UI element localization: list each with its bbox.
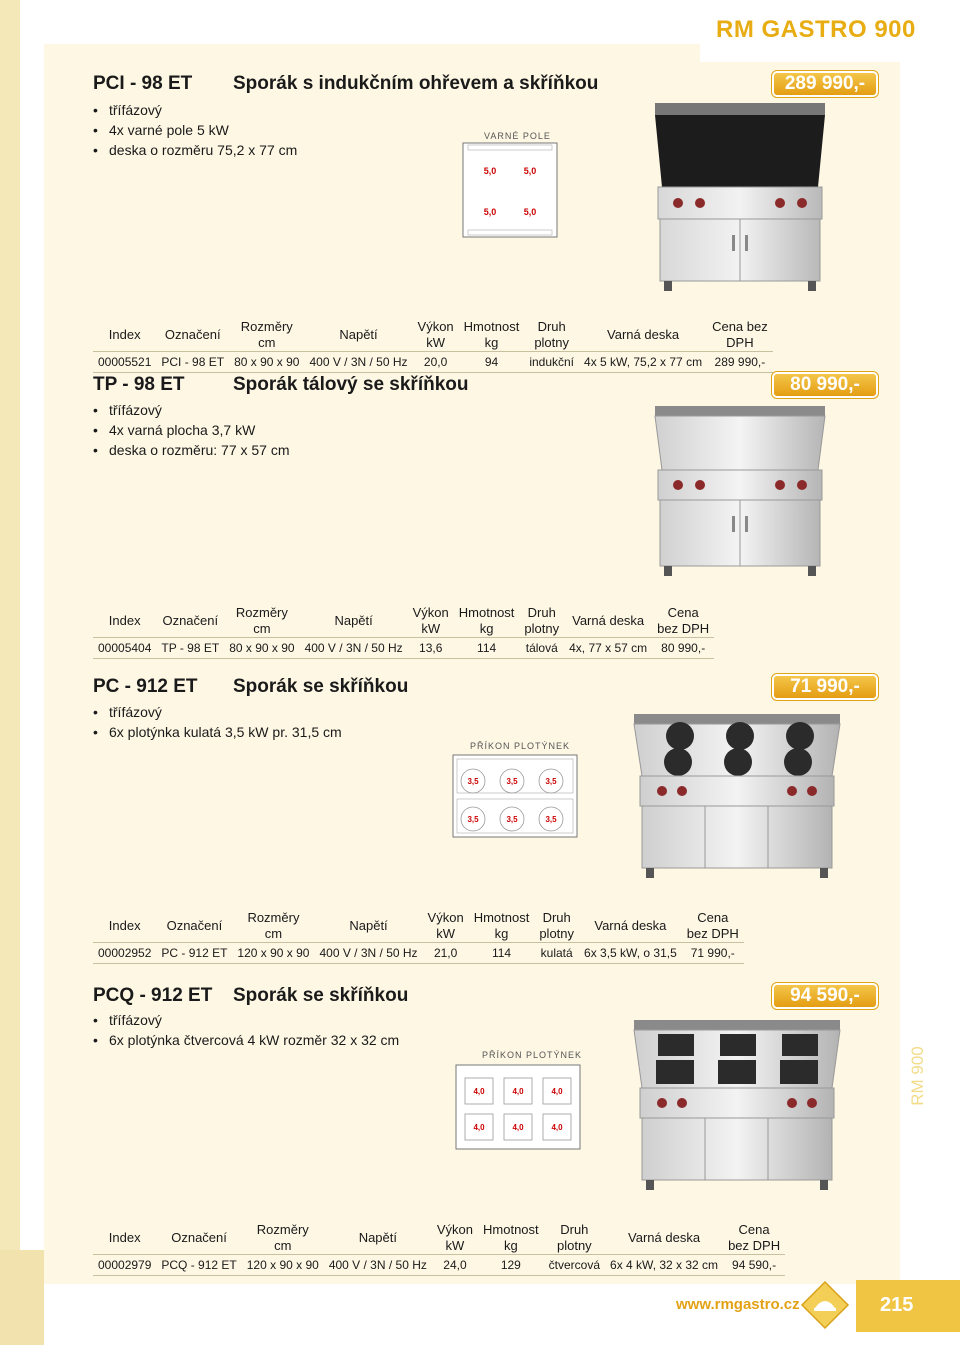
col-plate-label: Druh [542,910,571,925]
col-dims [232,910,314,943]
col-deck: Varná deska [628,1230,701,1245]
col-dims-unit: cm [258,335,276,350]
cell-index: 00002952 [93,943,156,964]
feature-item: • 4x varné pole 5 kW [93,120,297,140]
col-dims-unit: cm [264,926,283,941]
col-plate-unit: plotny [534,335,570,350]
col-index: Index [108,327,141,342]
col-plate [519,605,564,638]
cell-dims: 120 x 90 x 90 [242,1255,324,1276]
cell-name: TP - 98 ET [156,638,224,659]
cell-power: 24,0 [432,1255,478,1276]
feature-item: • třífázový [93,100,297,120]
product-title: Sporák tálový se skříňkou [233,374,469,395]
product-code: PCI - 98 ET [93,73,193,94]
col-deck: Varná deska [594,918,667,933]
price-badge: 71 990,- [772,674,878,700]
feature-item: • deska o rozměru 75,2 x 77 cm [93,140,297,160]
feature-item: • 6x plotýnka kulatá 3,5 kW pr. 31,5 cm [93,722,342,742]
col-name: Označení [162,613,219,628]
zone-value: 4,0 [512,1123,524,1132]
cell-voltage: 400 V / 3N / 50 Hz [324,1255,432,1276]
zone-value: 3,5 [545,777,557,786]
cell-price: 289 990,- [707,352,773,373]
price-badge: 94 590,- [772,983,878,1009]
page-number: 215 [856,1280,960,1332]
cell-dims: 120 x 90 x 90 [232,943,314,964]
col-price-unit: bez DPH [657,621,710,636]
col-weight-label: Hmotnost [483,1222,539,1237]
col-price-unit: DPH [726,335,754,350]
cell-voltage: 400 V / 3N / 50 Hz [304,352,412,373]
cell-price: 94 590,- [723,1255,785,1276]
col-weight [459,319,525,352]
cooktop-diagram [452,754,578,838]
zone-value: 4,0 [551,1123,563,1132]
col-dims-unit: cm [253,621,271,636]
zone-value: 5,0 [523,166,537,176]
col-dims-label: Rozměry [235,605,288,620]
cell-index: 00002979 [93,1255,156,1276]
left-rail [0,0,20,1345]
feature-item: • třífázový [93,702,342,722]
col-plate-unit: plotny [539,926,575,941]
table-row [93,352,773,373]
rail-bottom-block [0,1250,44,1345]
col-price-unit: bez DPH [728,1238,781,1253]
col-dims-unit: cm [274,1238,292,1253]
col-power [408,605,454,638]
feature-item: • třífázový [93,400,290,420]
col-plate-unit: plotny [556,1238,592,1253]
col-plate [544,1222,605,1255]
brand-title: RM GASTRO 900 [716,16,916,43]
cell-weight: 129 [478,1255,544,1276]
feature-list [93,100,297,160]
spec-table [93,910,744,964]
col-index: Index [108,1230,141,1245]
zone-value: 3,5 [506,777,518,786]
col-weight-unit: kg [494,926,509,941]
cell-voltage: 400 V / 3N / 50 Hz [314,943,422,964]
diagram-label: PŘÍKON PLOTÝNEK [470,741,571,751]
zone-value: 3,5 [467,815,479,824]
cooktop-diagram [455,1064,581,1150]
cell-name: PCQ - 912 ET [156,1255,241,1276]
col-weight [454,605,520,638]
col-plate [534,910,579,943]
col-power-unit: kW [426,335,445,350]
feature-item: • deska o rozměru: 77 x 57 cm [93,440,290,460]
product-image-induction [640,95,840,295]
zone-value: 3,5 [506,815,518,824]
table-row [93,943,744,964]
col-plate [524,319,579,352]
col-name: Označení [164,327,221,342]
cell-plate: indukční [524,352,579,373]
col-name: Označení [171,1230,227,1245]
col-power-unit: kW [445,1238,465,1253]
col-index: Index [108,918,141,933]
col-plate-label: Druh [560,1222,589,1237]
feature-list [93,400,290,460]
diagram-label: VARNÉ POLE [484,131,551,141]
cell-power: 13,6 [408,638,454,659]
feature-item: • 6x plotýnka čtvercová 4 kW rozměr 32 x 32 cm [93,1030,399,1050]
zone-value: 3,5 [467,777,479,786]
col-weight-label: Hmotnost [458,605,515,620]
col-power-unit: kW [421,621,441,636]
col-dims-label: Rozměry [240,319,293,334]
col-plate-unit: plotny [524,621,560,636]
zone-value: 4,0 [512,1087,524,1096]
product-title: Sporák se skříňkou [233,676,409,697]
col-dims [229,319,304,352]
col-price-label: Cena bez [712,319,768,334]
zone-value: 5,0 [483,207,497,217]
cell-dims: 80 x 90 x 90 [224,638,299,659]
col-dims-label: Rozměry [247,910,300,925]
zone-value: 3,5 [545,815,557,824]
col-dims [242,1222,324,1255]
col-weight-label: Hmotnost [473,910,530,925]
cell-name: PC - 912 ET [156,943,232,964]
cell-deck: 4x, 77 x 57 cm [564,638,652,659]
zone-value: 5,0 [523,207,537,217]
col-price-label: Cena [697,910,729,925]
product-image-square-plates [622,1008,852,1198]
product-code: PC - 912 ET [93,676,198,697]
zone-value: 5,0 [483,166,497,176]
zone-value: 4,0 [473,1123,485,1132]
col-price-label: Cena [738,1222,770,1237]
col-price-label: Cena [667,605,699,620]
zone-value: 4,0 [473,1087,485,1096]
product-code: TP - 98 ET [93,374,185,395]
col-power [432,1222,478,1255]
col-price [723,1222,785,1255]
col-power-label: Výkon [417,319,454,334]
side-tag: RM 900 [908,1046,927,1106]
col-deck: Varná deska [572,613,645,628]
cell-deck: 4x 5 kW, 75,2 x 77 cm [579,352,707,373]
product-image-solid-top [640,398,840,583]
cell-plate: tálová [519,638,564,659]
product-title: Sporák s indukčním ohřevem a skříňkou [233,73,599,94]
feature-list [93,1010,399,1050]
product-title: Sporák se skříňkou [233,985,409,1006]
cell-plate: čtvercová [544,1255,605,1276]
cell-deck: 6x 4 kW, 32 x 32 cm [605,1255,723,1276]
col-price [682,910,744,943]
cell-plate: kulatá [534,943,579,964]
col-power [423,910,469,943]
col-plate-label: Druh [527,605,556,620]
col-power-label: Výkon [427,910,464,925]
cell-price: 71 990,- [682,943,744,964]
cell-index: 00005521 [93,352,156,373]
spec-table [93,319,773,373]
col-power-unit: kW [436,926,455,941]
cell-name: PCI - 98 ET [156,352,229,373]
feature-item: • 4x varná plocha 3,7 kW [93,420,290,440]
zone-value: 4,0 [551,1087,563,1096]
col-voltage: Napětí [349,918,388,933]
price-badge: 80 990,- [772,372,878,398]
col-dims-label: Rozměry [256,1222,309,1237]
col-weight [469,910,535,943]
col-price [707,319,773,352]
col-voltage: Napětí [358,1230,397,1245]
col-voltage: Napětí [334,613,373,628]
brand-logo [800,1280,850,1330]
cell-power: 20,0 [413,352,459,373]
table-row [93,1255,785,1276]
col-power [413,319,459,352]
col-price-unit: bez DPH [686,926,739,941]
feature-item: • třífázový [93,1010,399,1030]
col-weight-unit: kg [484,335,499,350]
product-code: PCQ - 912 ET [93,985,213,1006]
table-row [93,638,714,659]
col-dims [224,605,299,638]
cell-voltage: 400 V / 3N / 50 Hz [300,638,408,659]
cell-power: 21,0 [423,943,469,964]
cell-weight: 94 [459,352,525,373]
cooktop-diagram [462,142,558,238]
website-link[interactable]: www.rmgastro.cz [676,1296,800,1313]
spec-table [93,1222,785,1276]
col-deck: Varná deska [607,327,680,342]
product-image-round-plates [622,700,852,886]
cell-weight: 114 [469,943,535,964]
col-voltage: Napětí [339,327,378,342]
col-weight-label: Hmotnost [463,319,520,334]
cell-weight: 114 [454,638,520,659]
diagram-label: PŘÍKON PLOTÝNEK [482,1050,583,1060]
col-index: Index [108,613,141,628]
col-power-label: Výkon [412,605,449,620]
col-name: Označení [166,918,223,933]
cell-deck: 6x 3,5 kW, o 31,5 [579,943,682,964]
col-weight-unit: kg [503,1238,518,1253]
cell-dims: 80 x 90 x 90 [229,352,304,373]
spec-table [93,605,714,659]
col-weight [478,1222,544,1255]
col-weight-unit: kg [479,621,494,636]
price-badge: 289 990,- [772,71,878,97]
feature-list [93,702,342,742]
col-plate-label: Druh [537,319,566,334]
cell-index: 00005404 [93,638,156,659]
col-power-label: Výkon [436,1222,474,1237]
cell-price: 80 990,- [652,638,714,659]
col-price [652,605,714,638]
